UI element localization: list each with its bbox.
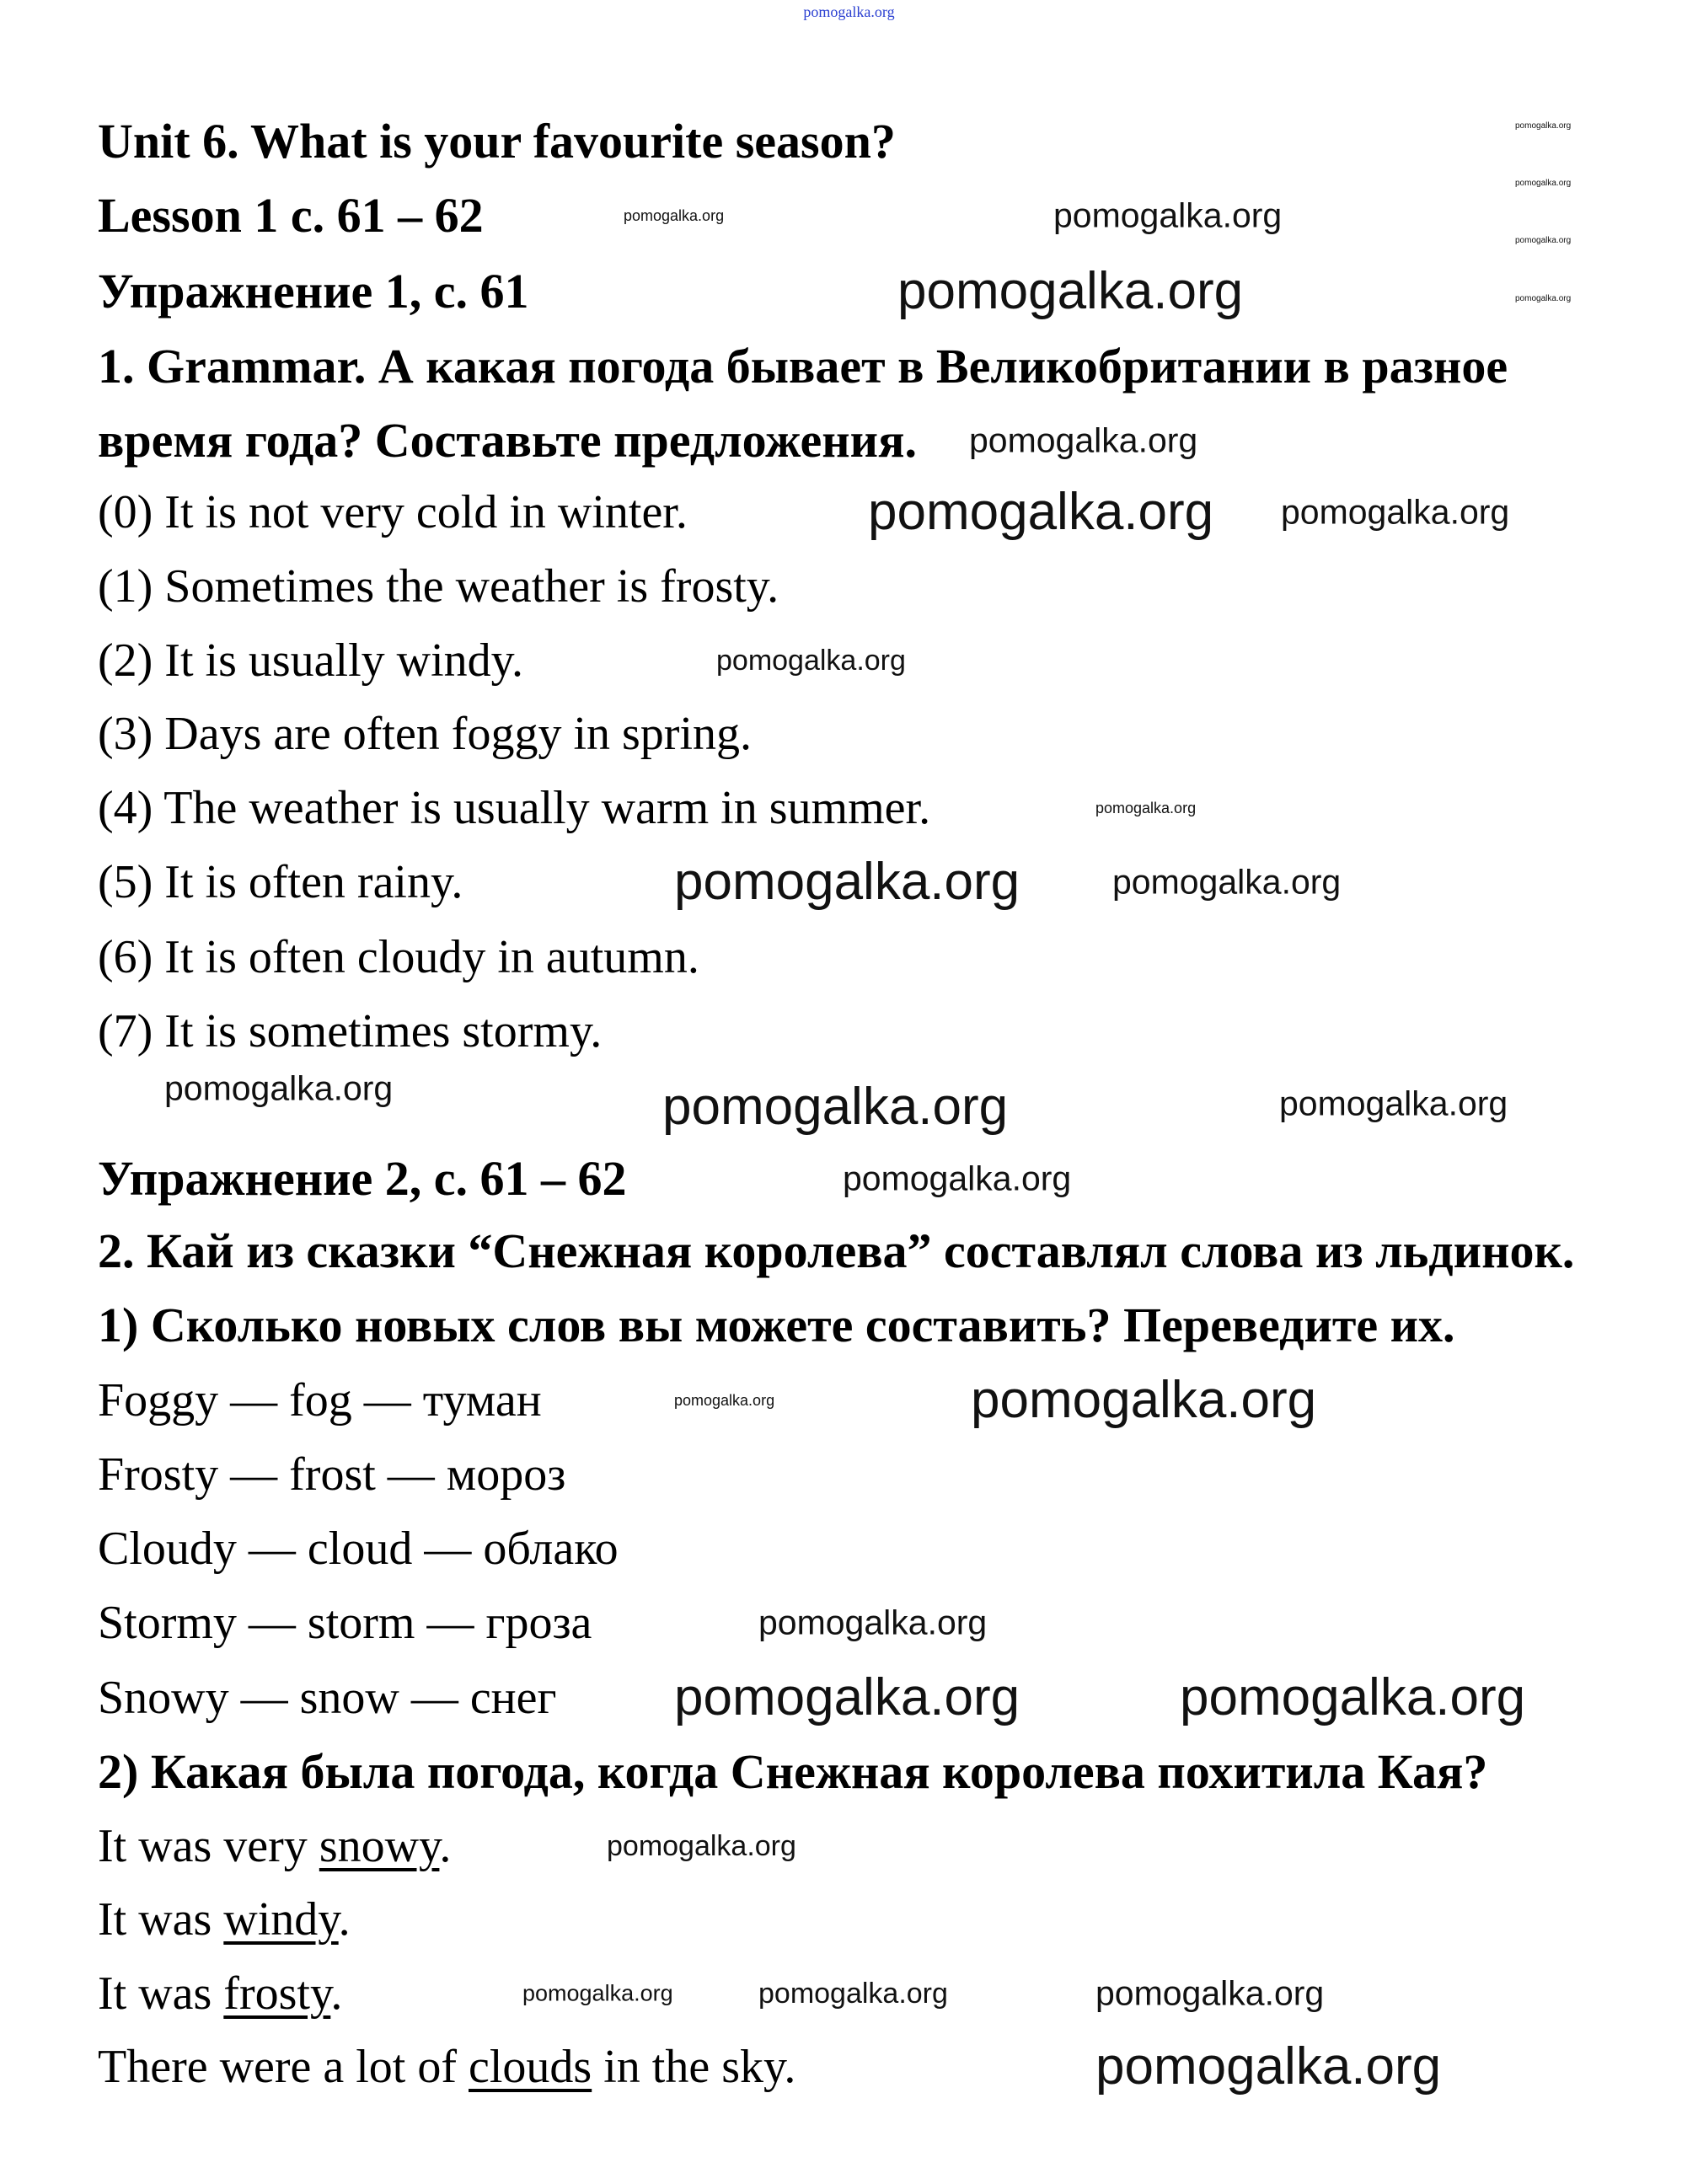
exercise-1-task: время года? Составьте предложения. xyxy=(98,413,917,468)
answer-text: . xyxy=(338,1893,351,1946)
exercise-2-heading: Упражнение 2, с. 61 – 62 xyxy=(98,1151,627,1206)
watermark: pomogalka.org xyxy=(971,1371,1317,1429)
watermark: pomogalka.org xyxy=(1281,492,1510,532)
answer-line: (6) It is often cloudy in autumn. xyxy=(98,931,699,983)
watermark: pomogalka.org xyxy=(868,483,1214,541)
answer-line xyxy=(98,1820,452,1872)
answer-line: (5) It is often rainy. xyxy=(98,856,463,908)
watermark: pomogalka.org xyxy=(1180,1668,1526,1726)
answer-line xyxy=(98,1967,343,2020)
answer-text: . xyxy=(330,1967,343,2020)
answer-text: It was xyxy=(98,1967,224,2020)
watermark: pomogalka.org xyxy=(674,853,1020,911)
watermark: pomogalka.org xyxy=(969,420,1198,460)
watermark: pomogalka.org xyxy=(1515,236,1572,245)
answer-text: There were a lot of xyxy=(98,2041,469,2093)
underlined-word: frosty xyxy=(223,1967,331,2020)
underlined-word: snowy xyxy=(319,1820,440,1872)
word-line: Foggy — fog — туман xyxy=(98,1374,542,1427)
watermark: pomogalka.org xyxy=(1515,121,1572,131)
answer-line: (1) Sometimes the weather is frosty. xyxy=(98,560,779,613)
exercise-1-task: 1. Grammar. А какая погода бывает в Великобритании в разное xyxy=(98,339,1508,393)
watermark: pomogalka.org xyxy=(1053,195,1283,235)
unit-title: Unit 6. What is your favourite season? xyxy=(98,114,896,169)
answer-text: It was xyxy=(98,1893,224,1946)
answer-line xyxy=(98,1893,351,1946)
watermark: pomogalka.org xyxy=(1095,1973,1325,2013)
watermark: pomogalka.org xyxy=(716,645,906,677)
answer-line xyxy=(98,2041,796,2093)
watermark: pomogalka.org xyxy=(1095,800,1197,816)
watermark: pomogalka.org xyxy=(674,1668,1020,1726)
watermark[interactable]: pomogalka.org xyxy=(803,3,895,20)
watermark: pomogalka.org xyxy=(758,1603,988,1642)
answer-line: (0) It is not very cold in winter. xyxy=(98,486,688,538)
answer-line: (3) Days are often foggy in spring. xyxy=(98,708,753,760)
watermark: pomogalka.org xyxy=(522,1980,673,2006)
word-line: Snowy — snow — снег xyxy=(98,1672,557,1724)
watermark: pomogalka.org xyxy=(1112,862,1342,902)
watermark: pomogalka.org xyxy=(897,262,1244,320)
exercise-2-task: 2. Кай из сказки “Снежная королева” составлял слова из льдинок. xyxy=(98,1223,1575,1278)
answer-line: (4) The weather is usually warm in summer. xyxy=(98,782,931,834)
word-line: Stormy — storm — гроза xyxy=(98,1597,592,1649)
watermark: pomogalka.org xyxy=(758,1978,948,2010)
watermark: pomogalka.org xyxy=(607,1830,796,1862)
answer-line: (2) It is usually windy. xyxy=(98,634,523,687)
watermark: pomogalka.org xyxy=(1515,294,1572,303)
watermark: pomogalka.org xyxy=(624,207,725,224)
exercise-2-question-2: 2) Какая была погода, когда Снежная королева похитила Кая? xyxy=(98,1744,1488,1799)
exercise-2-question-1: 1) Сколько новых слов вы можете составить? Переведите их. xyxy=(98,1298,1455,1352)
watermark: pomogalka.org xyxy=(662,1078,1009,1136)
word-line: Frosty — frost — мороз xyxy=(98,1448,566,1501)
watermark: pomogalka.org xyxy=(1095,2037,1442,2096)
watermark: pomogalka.org xyxy=(1515,179,1572,188)
answer-text: in the sky. xyxy=(592,2041,796,2093)
underlined-word: windy xyxy=(223,1893,339,1946)
watermark: pomogalka.org xyxy=(843,1159,1072,1198)
lesson-title: Lesson 1 с. 61 – 62 xyxy=(98,188,484,243)
exercise-1-heading: Упражнение 1, с. 61 xyxy=(98,264,529,318)
watermark: pomogalka.org xyxy=(164,1068,394,1108)
answer-text: . xyxy=(439,1820,452,1872)
answer-text: It was very xyxy=(98,1820,319,1872)
word-line: Cloudy — cloud — облако xyxy=(98,1523,619,1575)
watermark: pomogalka.org xyxy=(1279,1084,1508,1123)
answer-line: (7) It is sometimes stormy. xyxy=(98,1005,603,1057)
watermark: pomogalka.org xyxy=(674,1392,775,1409)
underlined-word: clouds xyxy=(469,2041,592,2093)
